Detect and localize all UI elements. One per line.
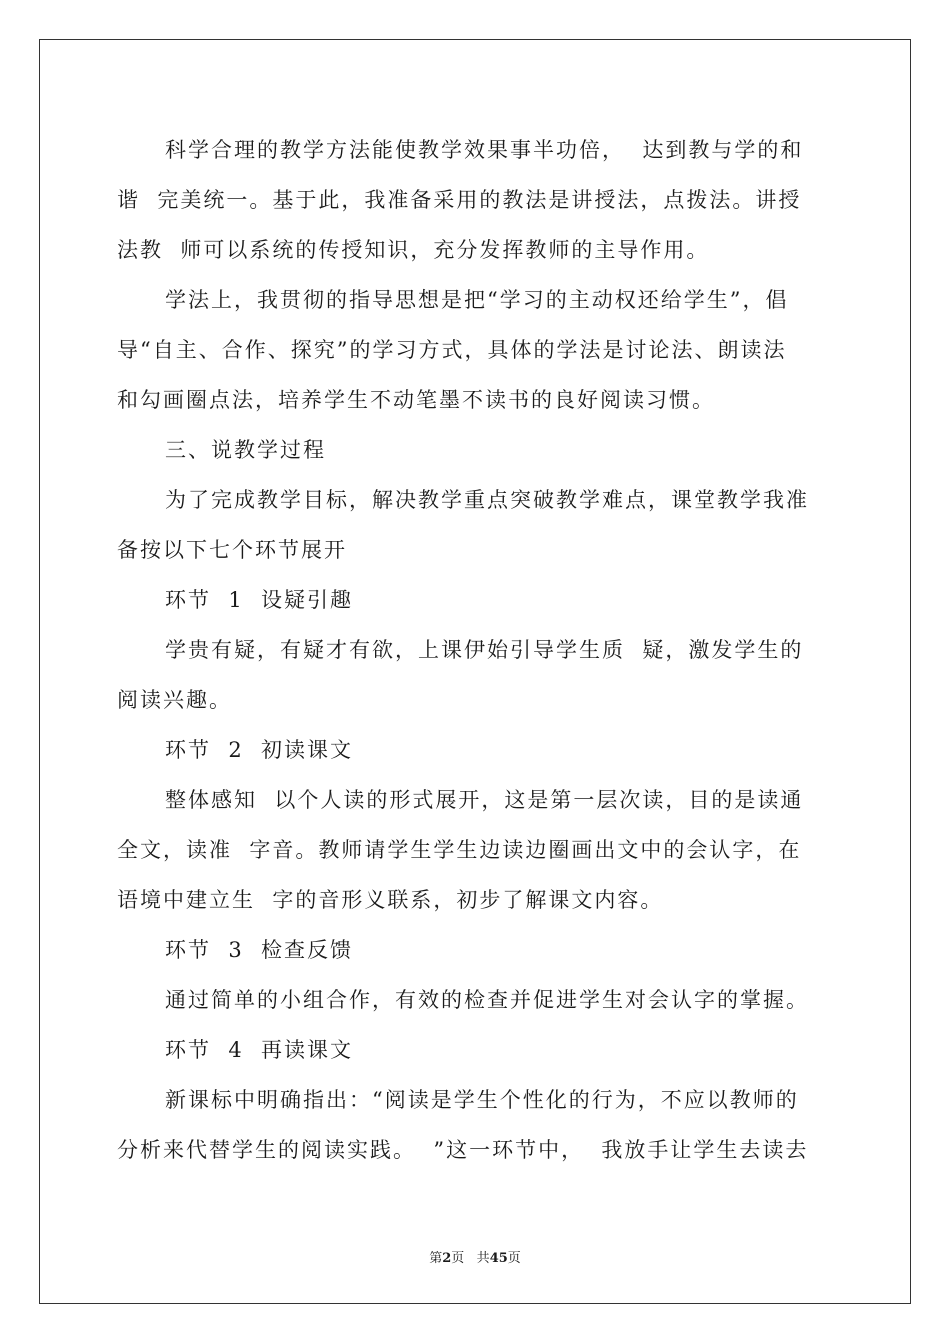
paragraph-first-line: 环节 1 设疑引趣 [165,588,354,612]
footer-prefix: 第 [429,1251,443,1266]
paragraph-first-line: 学法上，我贯彻的指导思想是把“学习的主动权还给学生”，倡 [165,288,789,312]
footer-total-prefix: 共 [476,1251,490,1266]
current-page-number: 2 [442,1251,452,1266]
total-pages-number: 45 [489,1251,508,1266]
paragraph-first-line: 环节 2 初读课文 [165,738,354,762]
footer-total-unit: 页 [507,1251,521,1266]
paragraph-line: 法教 师可以系统的传授知识，充分发挥教师的主导作用。 [117,238,710,262]
paragraph-line: 全文，读准 字音。教师请学生学生边读边圈画出文中的会认字，在 [117,838,802,862]
paragraph-line: 分析来代替学生的阅读实践。 ”这一环节中， 我放手让学生去读去 [117,1138,809,1162]
footer-page-unit: 页 [451,1251,465,1266]
paragraph-line: 备按以下七个环节展开 [117,538,347,562]
page-footer [0,1247,950,1266]
paragraph-line: 导“自主、合作、探究”的学习方式，具体的学法是讨论法、朗读法 [117,338,787,362]
paragraph-first-line: 学贵有疑，有疑才有欲，上课伊始引导学生质 疑，激发学生的 [165,638,804,662]
paragraph-line: 阅读兴趣。 [117,688,232,712]
paragraph-first-line: 通过简单的小组合作，有效的检查并促进学生对会认字的掌握。 [165,988,809,1012]
paragraph-first-line: 环节 3 检查反馈 [165,938,354,962]
document-body [117,125,835,1175]
paragraph-first-line: 科学合理的教学方法能使教学效果事半功倍， 达到教与学的和 [165,138,804,162]
paragraph-first-line: 为了完成教学目标，解决教学重点突破教学难点，课堂教学我准 [165,488,809,512]
paragraph-first-line: 环节 4 再读课文 [165,1038,354,1062]
paragraph-first-line: 三、说教学过程 [165,438,326,462]
paragraph-line: 谐 完美统一。基于此，我准备采用的教法是讲授法，点拨法。讲授 [117,188,802,212]
paragraph-first-line: 整体感知 以个人读的形式展开，这是第一层次读，目的是读通 [165,788,804,812]
paragraph-line: 语境中建立生 字的音形义联系，初步了解课文内容。 [117,888,664,912]
paragraph-line: 和勾画圈点法，培养学生不动笔墨不读书的良好阅读习惯。 [117,388,715,412]
paragraph-first-line: 新课标中明确指出：“阅读是学生个性化的行为，不应以教师的 [165,1088,799,1112]
